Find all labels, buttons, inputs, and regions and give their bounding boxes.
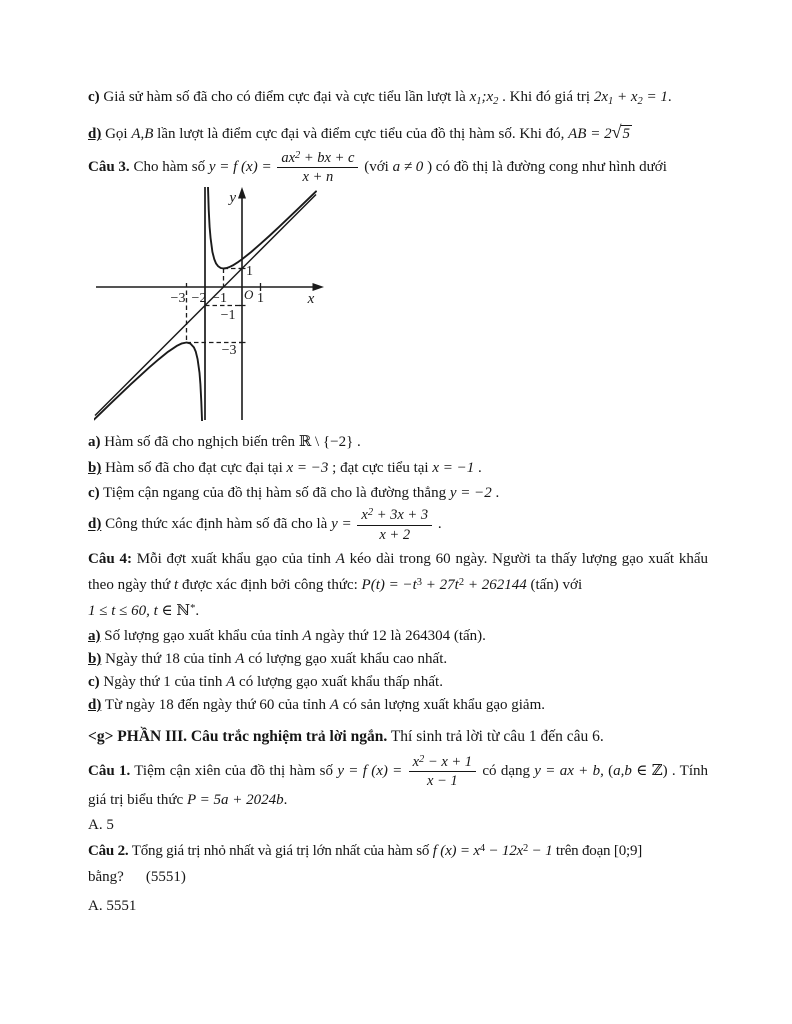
text-run: kéo dài trong 60 ngày. Người ta thấy lượng gạo xuất khẩu theo ngày thứ <box>88 550 708 593</box>
text-run: . <box>434 516 442 533</box>
text-run: , ( <box>600 763 614 780</box>
math-run: y = <box>331 516 352 533</box>
statement-d-question3 <box>88 507 708 542</box>
subscript: 2 <box>637 96 643 107</box>
text-run: . <box>491 485 500 502</box>
x-tick-label-1: 1 <box>257 291 264 307</box>
fraction-numerator <box>357 507 432 525</box>
question-4-header <box>88 546 708 598</box>
question-2-continued <box>88 866 708 889</box>
question-label: Câu 4: <box>88 550 132 567</box>
subscript: 1 <box>608 96 614 107</box>
item-label: a) <box>88 434 101 451</box>
math-run: P(t) = −t <box>361 576 417 593</box>
math-run: x <box>630 89 638 105</box>
text-run: . <box>195 602 200 619</box>
answer-option-a-question2: A. 5551 <box>88 898 137 915</box>
text-run: lần lượt là điểm cực đại và điểm cực tiểu của đồ thị hàm số. Khi đó, <box>153 126 569 142</box>
math-run: 2x <box>593 89 608 105</box>
math-run: y = ax + b <box>534 763 601 780</box>
text-run: Giả sử hàm số đã cho có điểm cực đại và cực tiểu lần lượt là <box>99 89 470 105</box>
statement-c-question4 <box>88 671 708 694</box>
math-run: ; <box>481 89 487 105</box>
math-run: y = f (x) = <box>337 763 403 780</box>
question-1-header <box>88 754 708 812</box>
superscript: 2 <box>458 576 465 588</box>
math-run: x = −1 <box>432 460 475 477</box>
fraction-denominator: x − 1 <box>426 773 458 790</box>
y-tick-label-minus1: −1 <box>220 308 236 324</box>
text-run: Tiệm cận ngang của đồ thị hàm số đã cho là đường thẳng <box>99 485 450 502</box>
question-label: Câu 2. <box>88 843 129 860</box>
superscript: * <box>190 602 196 614</box>
statement-c-question2 <box>88 86 708 109</box>
math-run: A <box>302 627 312 644</box>
text-run: Tiệm cận xiên của đồ thị hàm số <box>130 763 338 780</box>
statement-b-question3 <box>88 456 708 480</box>
math-run: a ≠ 0 <box>392 159 424 176</box>
math-run: x <box>361 507 368 524</box>
question-label: Câu 1. <box>88 763 131 780</box>
math-run: ℤ <box>651 763 663 780</box>
text-run: có dạng <box>478 763 535 780</box>
curve-upper-branch <box>208 187 316 269</box>
math-run: + 3x + 3 <box>373 507 429 524</box>
math-run: − 12x <box>484 843 523 860</box>
item-label: d) <box>88 696 102 713</box>
question-4-domain <box>88 600 708 623</box>
statement-d-question4 <box>88 694 708 717</box>
fraction-numerator <box>409 754 476 772</box>
text-run: (tấn) với <box>526 576 583 593</box>
item-label: c) <box>88 673 100 690</box>
math-run: x <box>469 89 477 105</box>
item-label: c) <box>88 485 100 502</box>
text-run: Từ ngày 18 đến ngày thứ 60 của tỉnh <box>101 696 330 713</box>
text-run: Công thức xác định hàm số đã cho là <box>101 516 332 533</box>
superscript: 3 <box>416 576 423 588</box>
math-run: ℕ <box>176 602 191 619</box>
x-tick-label-minus1: −1 <box>212 291 227 307</box>
text-run: được xác định bởi công thức: <box>178 576 362 593</box>
superscript: 4 <box>479 843 485 855</box>
math-run: y = −2 <box>449 485 492 502</box>
curve-lower-branch <box>94 343 203 422</box>
y-axis-arrow <box>238 187 246 199</box>
question-2-header <box>88 838 708 864</box>
text-run: ; đạt cực tiểu tại <box>328 460 433 477</box>
statement-a-question4 <box>88 625 708 648</box>
x-axis-label: x <box>307 291 315 308</box>
text-run: có lượng gạo xuất khẩu thấp nhất. <box>235 673 443 690</box>
subscript: 2 <box>493 96 499 107</box>
item-label: d) <box>88 516 102 533</box>
x-tick-label-minus2: −2 <box>191 291 207 307</box>
math-run: a,b <box>613 763 632 780</box>
math-run: − x + 1 <box>424 753 473 770</box>
text-run: ) . Tính giá trị biểu thức <box>88 763 709 809</box>
math-run: A,B <box>131 126 154 142</box>
math-run: + bx + c <box>300 150 355 166</box>
text-run: . Khi đó giá trị <box>498 89 594 105</box>
statement-b-question4 <box>88 648 708 671</box>
item-label: d) <box>88 126 102 142</box>
radicand: 5 <box>622 126 630 142</box>
y-tick-label-minus3: −3 <box>221 343 237 359</box>
math-run: + 262144 <box>464 576 527 593</box>
text-run: . <box>353 434 361 451</box>
superscript: 2 <box>367 507 374 519</box>
x-axis-arrow <box>313 283 325 291</box>
math-run: x <box>486 89 494 105</box>
x-axis <box>96 283 324 291</box>
text-run: Số lượng gạo xuất khẩu của tỉnh <box>100 627 303 644</box>
math-run: ℝ <box>298 434 312 451</box>
math-run: − 1 <box>528 843 553 860</box>
question-label: Câu 3. <box>88 159 130 176</box>
fraction-denominator: x + 2 <box>379 526 411 543</box>
item-label: a) <box>88 627 101 644</box>
subscript: 1 <box>476 96 482 107</box>
math-run: = 1 <box>642 89 668 105</box>
origin-label: O <box>244 287 254 303</box>
text-run: Mỗi đợt xuất khẩu gạo của tỉnh <box>131 550 336 567</box>
text-run: Cho hàm số <box>129 159 209 176</box>
math-run: x = −3 <box>286 460 329 477</box>
y-tick-label-1: 1 <box>246 264 253 280</box>
math-run: f (x) = x <box>432 843 480 860</box>
text-run: Tổng giá trị nhỏ nhất và giá trị lớn nhất của hàm số <box>128 843 433 860</box>
text-run: Ngày thứ 18 của tỉnh <box>101 650 236 667</box>
math-run: 1 ≤ t ≤ 60, t ∈ <box>88 602 177 619</box>
superscript: 2 <box>419 753 425 765</box>
superscript: 2 <box>295 150 301 161</box>
text-run: Ngày thứ 1 của tỉnh <box>99 673 227 690</box>
text-run: có sản lượng xuất khẩu gạo giảm. <box>338 696 545 713</box>
function-graph-figure <box>94 187 708 426</box>
math-run: \ <box>311 434 323 451</box>
text-run: . <box>474 460 482 477</box>
math-run: x <box>412 753 420 770</box>
item-label: b) <box>88 650 102 667</box>
item-label: c) <box>88 89 100 105</box>
item-label: b) <box>88 460 102 477</box>
x-tick-label-minus3: −3 <box>170 291 186 307</box>
math-run: t <box>174 576 179 593</box>
math-run: + 27t <box>422 576 459 593</box>
fraction <box>407 754 478 789</box>
math-run: P = 5a + 2024b <box>186 792 284 809</box>
function-graph <box>94 187 344 421</box>
text-run: có lượng gạo xuất khẩu cao nhất. <box>244 650 448 667</box>
math-run: A <box>335 550 345 567</box>
part-3-heading <box>88 723 708 750</box>
text-run: (5551) <box>145 869 186 886</box>
math-run: y = f (x) = <box>208 159 272 176</box>
text-run: Thí sinh trả lời từ câu 1 đến câu 6. <box>387 727 604 745</box>
text-run: Hàm số đã cho nghịch biến trên <box>100 434 299 451</box>
fraction <box>275 150 360 185</box>
text-run: ngày thứ 12 là 264304 (tấn). <box>311 627 486 644</box>
superscript: 2 <box>522 843 529 855</box>
fraction-denominator: x + n <box>302 169 334 186</box>
text-run: bằng? <box>88 869 124 886</box>
fraction <box>355 507 434 542</box>
math-run: A <box>226 673 236 690</box>
text-run: trên đoạn <box>552 843 614 860</box>
math-run: = 2 <box>586 126 612 142</box>
math-run: + <box>613 89 631 105</box>
math-run: A <box>329 696 339 713</box>
math-run: ∈ <box>631 763 652 780</box>
math-run: ax <box>281 150 296 166</box>
statement-d-question2 <box>88 120 708 146</box>
fraction-numerator <box>277 150 358 168</box>
math-run: A <box>235 650 245 667</box>
math-run: {−2} <box>322 434 354 451</box>
math-run: AB <box>568 126 587 142</box>
section-title: <g> PHẦN III. Câu trắc nghiệm trả lời ngắn. <box>88 727 388 745</box>
statement-c-question3 <box>88 481 708 505</box>
y-axis-label: y <box>229 190 236 207</box>
statement-a-question3 <box>88 430 708 454</box>
text-run: Hàm số đã cho đạt cực đại tại <box>101 460 287 477</box>
math-run: [0;9] <box>613 843 643 860</box>
text-run: . <box>283 792 288 809</box>
text-run: . <box>667 89 672 105</box>
question-3-header <box>88 150 708 185</box>
text-run: ) có đồ thị là đường cong như hình dưới <box>423 159 667 176</box>
radical-sign: √ <box>611 122 622 142</box>
text-run: Gọi <box>101 126 132 142</box>
text-run: (với <box>360 159 393 176</box>
answer-option-a-question1: A. 5 <box>88 817 114 834</box>
y-axis <box>238 187 246 420</box>
